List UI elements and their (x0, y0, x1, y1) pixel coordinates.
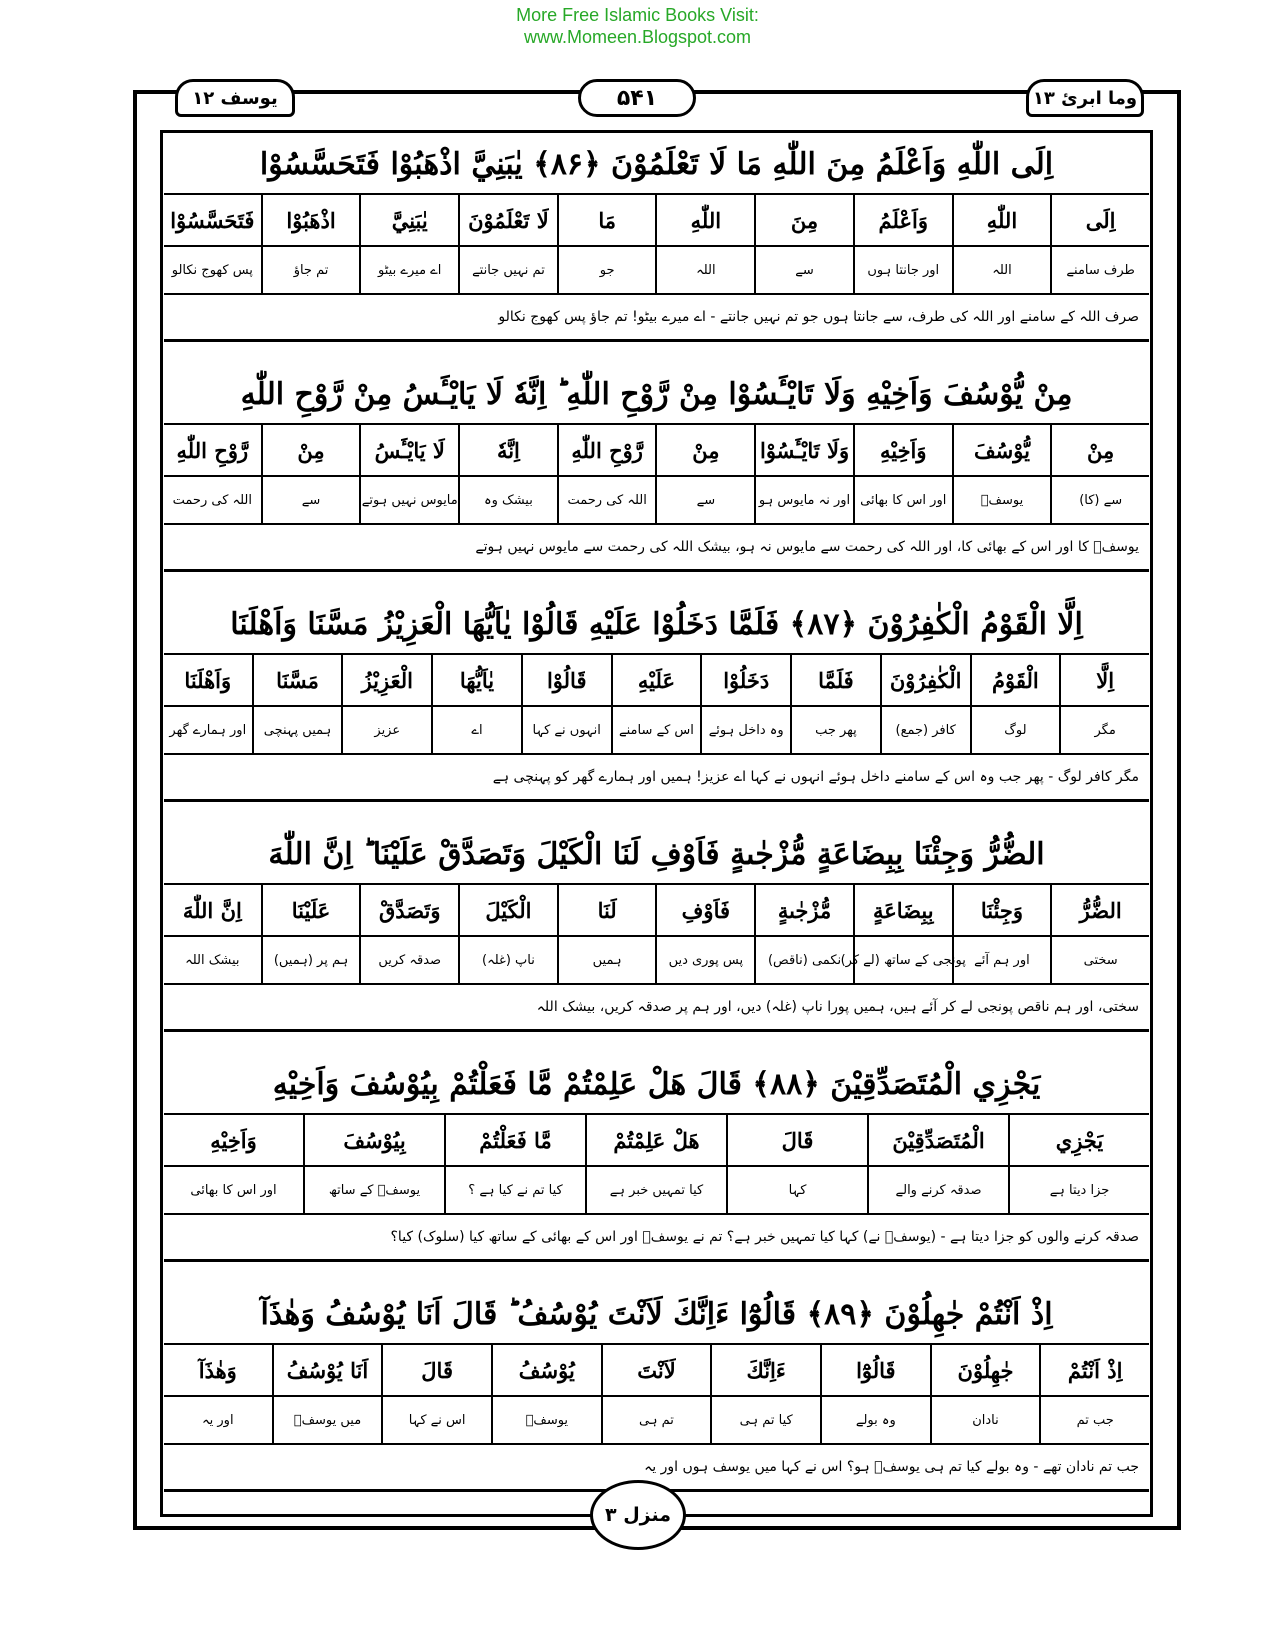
word-meaning: تم ہی (601, 1397, 711, 1443)
arabic-word: وَجِئْنَا (952, 885, 1051, 935)
word-meaning: کافر (جمع) (880, 707, 970, 753)
word-meaning: اور ہمارے گھر (169, 722, 247, 738)
arabic-word: وَلَا تَايْـَٔسُوْا (754, 425, 853, 475)
word-meaning: جب تم (1039, 1397, 1149, 1443)
arabic-word: يَجْزِي (1008, 1115, 1149, 1165)
arabic-word: يٰبَنِيَّ (359, 195, 458, 245)
arabic-word: قَالَ (726, 1115, 867, 1165)
ayah-section (164, 825, 1149, 1032)
word-meaning: اللہ (952, 247, 1051, 293)
arabic-word: مَا (557, 195, 656, 245)
arabic-word: فَتَحَسَّسُوْا (170, 207, 255, 233)
word-meaning: اس کے سامنے (611, 707, 701, 753)
word-meaning: ہمیں پہنچی (252, 707, 342, 753)
word-meaning: کیا تم نے کیا ہے ؟ (444, 1167, 585, 1213)
word-meaning: اور ہم آئے (952, 937, 1051, 983)
word-meaning: طرف سامنے (1050, 247, 1149, 293)
arabic-word: مِنْ (1050, 425, 1149, 475)
arabic-word: مِنْ (655, 425, 754, 475)
urdu-translation: صدقہ کرنے والوں کو جزا دیتا ہے - (یوسفؑ نے) کہا کیا تمہیں خبر ہے؟ تم نے یوسفؑ اور اس کے بھائی کے ساتھ کیا (سلوک) کیا؟ (164, 1215, 1149, 1262)
arabic-word: هَلْ عَلِمْتُمْ (585, 1115, 726, 1165)
ayah-line: اِلَّا الْقَوْمُ الْكٰفِرُوْنَ ﴿۸۷﴾ فَلَمَّا دَخَلُوْا عَلَيْهِ قَالُوْا يٰاَيُّهَا الْعَزِيْزُ مَسَّنَا وَاَهْلَنَا (164, 595, 1149, 655)
word-meaning: اور اس کا بھائی (853, 477, 952, 523)
ayah-section (164, 365, 1149, 572)
arabic-word: اَنَا يُوْسُفُ (272, 1345, 382, 1395)
promo-banner (0, 4, 1275, 48)
word-meaning: میں یوسفؑ (272, 1397, 382, 1443)
ayah-line: يَجْزِي الْمُتَصَدِّقِيْنَ ﴿۸۸﴾ قَالَ هَلْ عَلِمْتُمْ مَّا فَعَلْتُمْ بِيُوْسُفَ وَاَخِيْهِ (164, 1055, 1149, 1115)
surah-name-label: یوسف ۱۲ (175, 79, 295, 117)
arabic-word: الضُّرُّ (1050, 885, 1149, 935)
word-meaning: بیشک وہ (458, 477, 557, 523)
arabic-word: بِبِضَاعَةٍ (853, 885, 952, 935)
word-meaning: جو (557, 247, 656, 293)
meaning-row (164, 937, 1149, 985)
word-meaning: انہوں نے کہا (521, 707, 611, 753)
word-meaning: سے (261, 477, 360, 523)
arabic-word: قَالَ (381, 1345, 491, 1395)
word-meaning: یوسفؑ (952, 477, 1051, 523)
arabic-word: يُّوْسُفَ (952, 425, 1051, 475)
word-meaning: مگر (1059, 707, 1149, 753)
word-meaning: اور یہ (202, 1412, 234, 1428)
arabic-word: رَّوْحِ اللّٰهِ (557, 425, 656, 475)
word-meaning: جزا دیتا ہے (1008, 1167, 1149, 1213)
word-meaning: یوسفؑ کے ساتھ (303, 1167, 444, 1213)
word-meaning: اور اس کا بھائی (190, 1182, 277, 1198)
word-meaning: نکمی (ناقص) (754, 937, 853, 983)
arabic-word: الْكٰفِرُوْنَ (880, 655, 970, 705)
arabic-word: وَهٰذَآ (198, 1357, 237, 1383)
arabic-word: دَخَلُوْا (700, 655, 790, 705)
word-row (164, 425, 1149, 477)
arabic-word: اِلَّا (1059, 655, 1149, 705)
word-meaning: اللہ (655, 247, 754, 293)
word-meaning: مایوس نہیں ہوتے (359, 477, 458, 523)
arabic-word: قَالُوْٓا (820, 1345, 930, 1395)
word-meaning: کہا (726, 1167, 867, 1213)
arabic-word: وَاَهْلَنَا (184, 667, 232, 693)
word-meaning: عزیز (341, 707, 431, 753)
word-meaning: اے (431, 707, 521, 753)
ayah-line: الضُّرُّ وَجِئْنَا بِبِضَاعَةٍ مُّزْجٰىةٍ فَاَوْفِ لَنَا الْكَيْلَ وَتَصَدَّقْ عَلَيْنَا ؕ اِنَّ اللّٰهَ (164, 825, 1149, 885)
word-meaning: بیشک اللہ (185, 952, 240, 968)
urdu-translation: جب تم نادان تھے - وہ بولے کیا تم ہی یوسفؑ ہو؟ اس نے کہا میں یوسف ہوں اور یہ (164, 1445, 1149, 1492)
word-meaning: اے میرے بیٹو (359, 247, 458, 293)
arabic-word: يٰاَيُّهَا (431, 655, 521, 705)
page-number: ۵۴۱ (578, 79, 696, 117)
word-meaning: لوگ (970, 707, 1060, 753)
arabic-word: لَا تَعْلَمُوْنَ (458, 195, 557, 245)
word-meaning: یوسفؑ (491, 1397, 601, 1443)
word-meaning: وہ داخل ہوئے (700, 707, 790, 753)
word-meaning: پس کھوج نکالو (171, 262, 253, 278)
arabic-word: مِنْ (261, 425, 360, 475)
word-meaning: اور نہ مایوس ہو (754, 477, 853, 523)
arabic-word: رَّوْحِ اللّٰهِ (176, 437, 249, 463)
arabic-word: اللّٰهِ (952, 195, 1051, 245)
promo-link[interactable]: www.Momeen.Blogspot.com (523, 27, 752, 47)
word-meaning: سے (655, 477, 754, 523)
arabic-word: مَسَّنَا (252, 655, 342, 705)
word-meaning: پھر جب (790, 707, 880, 753)
arabic-word: وَتَصَدَّقْ (359, 885, 458, 935)
word-row (164, 1345, 1149, 1397)
word-meaning: ہمیں (557, 937, 656, 983)
arabic-word: يُوْسُفُ (491, 1345, 601, 1395)
word-meaning: کیا تمہیں خبر ہے (585, 1167, 726, 1213)
word-meaning: پونجی کے ساتھ (لے کر) (853, 937, 952, 983)
ayah-line: اِذْ اَنْتُمْ جٰهِلُوْنَ ﴿۸۹﴾ قَالُوْٓا ءَاِنَّكَ لَاَنْتَ يُوْسُفُ ؕ قَالَ اَنَا يُوْسُفُ وَهٰذَآ (164, 1285, 1149, 1345)
word-row (164, 195, 1149, 247)
meaning-row (164, 477, 1149, 525)
arabic-word: فَلَمَّا (790, 655, 880, 705)
word-meaning: ہم پر (ہمیں) (261, 937, 360, 983)
meaning-row (164, 1397, 1149, 1445)
ayah-section (164, 1055, 1149, 1262)
arabic-word: فَاَوْفِ (655, 885, 754, 935)
meaning-row (164, 247, 1149, 295)
arabic-word: بِيُوْسُفَ (303, 1115, 444, 1165)
urdu-translation: سختی، اور ہم ناقص پونجی لے کر آئے ہیں، ہمیں پورا ناپ (غلہ) دیں، اور ہم پر صدقہ کریں، بیشک اللہ (164, 985, 1149, 1032)
word-meaning: اور جانتا ہوں (853, 247, 952, 293)
arabic-word: لَا يَايْـَٔسُ (359, 425, 458, 475)
word-meaning: کیا تم ہی (710, 1397, 820, 1443)
word-meaning: سختی (1050, 937, 1149, 983)
word-meaning: اس نے کہا (381, 1397, 491, 1443)
arabic-word: وَاَخِيْهِ (853, 425, 952, 475)
arabic-word: جٰهِلُوْنَ (930, 1345, 1040, 1395)
arabic-word: مِنَ (754, 195, 853, 245)
arabic-word: عَلَيْهِ (611, 655, 701, 705)
arabic-word: اذْهَبُوْا (261, 195, 360, 245)
arabic-word: قَالُوْا (521, 655, 611, 705)
word-meaning: صدقہ کرنے والے (867, 1167, 1008, 1213)
urdu-translation: صرف اللہ کے سامنے اور اللہ کی طرف، سے جانتا ہوں جو تم نہیں جانتے - اے میرے بیٹو! تم جاؤ پس کھوج نکالو (164, 295, 1149, 342)
arabic-word: اِلَى (1050, 195, 1149, 245)
ayah-line: اِلَى اللّٰهِ وَاَعْلَمُ مِنَ اللّٰهِ مَا لَا تَعْلَمُوْنَ ﴿۸۶﴾ يٰبَنِيَّ اذْهَبُوْا فَتَحَسَّسُوْا (164, 135, 1149, 195)
arabic-word: اِنَّهٗ (458, 425, 557, 475)
word-meaning: صدقہ کریں (359, 937, 458, 983)
arabic-word: اِنَّ اللّٰهَ (182, 897, 242, 923)
arabic-word: وَاَعْلَمُ (853, 195, 952, 245)
meaning-row (164, 707, 1149, 755)
word-meaning: سے (754, 247, 853, 293)
urdu-translation: مگر کافر لوگ - پھر جب وہ اس کے سامنے داخل ہوئے انہوں نے کہا اے عزیز! ہمیں اور ہمارے گھر کو پہنچی ہے (164, 755, 1149, 802)
ayah-section (164, 595, 1149, 802)
word-meaning: وہ بولے (820, 1397, 930, 1443)
meaning-row (164, 1167, 1149, 1215)
word-meaning: پس پوری دیں (655, 937, 754, 983)
word-meaning: اللہ کی رحمت (557, 477, 656, 523)
word-meaning: ناپ (غلہ) (458, 937, 557, 983)
arabic-word: اِذْ اَنْتُمْ (1039, 1345, 1149, 1395)
arabic-word: وَاَخِيْهِ (210, 1127, 257, 1153)
arabic-word: مَّا فَعَلْتُمْ (444, 1115, 585, 1165)
word-meaning: اللہ کی رحمت (172, 492, 253, 508)
para-name-label: وما ابرئ ۱۳ (1026, 79, 1144, 117)
arabic-word: ءَاِنَّكَ (710, 1345, 820, 1395)
arabic-word: لَاَنْتَ (601, 1345, 711, 1395)
word-meaning: نادان (930, 1397, 1040, 1443)
arabic-word: الْقَوْمُ (970, 655, 1060, 705)
arabic-word: الْكَيْلَ (458, 885, 557, 935)
promo-line-1: More Free Islamic Books Visit: (516, 5, 759, 25)
word-row (164, 655, 1149, 707)
arabic-word: الْعَزِيْزُ (341, 655, 431, 705)
urdu-translation: یوسفؑ کا اور اس کے بھائی کا، اور اللہ کی رحمت سے مایوس نہ ہو، بیشک اللہ کی رحمت سے مایوس نہیں ہوتے (164, 525, 1149, 572)
word-meaning: سے (کا) (1050, 477, 1149, 523)
arabic-word: مُّزْجٰىةٍ (754, 885, 853, 935)
ayah-line: مِنْ يُّوْسُفَ وَاَخِيْهِ وَلَا تَايْـَٔسُوْا مِنْ رَّوْحِ اللّٰهِ ؕ اِنَّهٗ لَا يَايْـَٔسُ مِنْ رَّوْحِ اللّٰهِ (164, 365, 1149, 425)
arabic-word: الْمُتَصَدِّقِيْنَ (867, 1115, 1008, 1165)
arabic-word: عَلَيْنَا (261, 885, 360, 935)
word-meaning: تم نہیں جانتے (458, 247, 557, 293)
manzil-label: منزل ۳ (590, 1480, 686, 1550)
arabic-word: اللّٰهِ (655, 195, 754, 245)
word-row (164, 1115, 1149, 1167)
word-meaning: تم جاؤ (261, 247, 360, 293)
arabic-word: لَنَا (557, 885, 656, 935)
ayah-section (164, 1285, 1149, 1492)
word-row (164, 885, 1149, 937)
ayah-section (164, 135, 1149, 342)
